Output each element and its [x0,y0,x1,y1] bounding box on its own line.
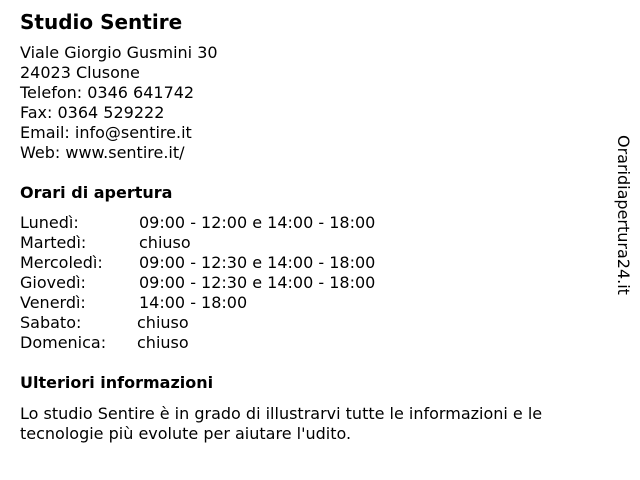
day-hours: 09:00 - 12:00 e 14:00 - 18:00 [139,213,376,232]
day-label: Mercoledì: [20,253,103,272]
web-line: Web: www.sentire.it/ [20,143,185,162]
email-line: Email: info@sentire.it [20,123,192,142]
day-label: Sabato: [20,313,82,332]
postal-city: 24023 Clusone [20,63,140,82]
fax-line: Fax: 0364 529222 [20,103,165,122]
business-name: Studio Sentire [20,10,183,34]
opening-hours-heading: Orari di apertura [20,183,173,202]
day-label: Venerdì: [20,293,86,312]
day-hours: chiuso [137,313,189,332]
contact-block [20,43,218,163]
day-hours: 14:00 - 18:00 [139,293,248,312]
day-label: Lunedì: [20,213,79,232]
more-info-text: Lo studio Sentire è in grado di illustrarvi tutte le informazioni e le tecnologie più evolute per aiutare l'udito. [20,404,543,443]
day-hours: chiuso [139,233,191,252]
day-label: Martedì: [20,233,87,252]
street-address: Viale Giorgio Gusmini 30 [20,43,218,62]
day-hours: 09:00 - 12:30 e 14:00 - 18:00 [139,273,376,292]
day-hours: chiuso [137,333,189,352]
phone-line: Telefon: 0346 641742 [20,83,195,102]
day-hours: 09:00 - 12:30 e 14:00 - 18:00 [139,253,376,272]
site-watermark: Oraridiapertura24.it [614,135,633,295]
day-label: Giovedì: [20,273,86,292]
day-label: Domenica: [20,333,107,352]
more-info-heading: Ulteriori informazioni [20,373,214,392]
